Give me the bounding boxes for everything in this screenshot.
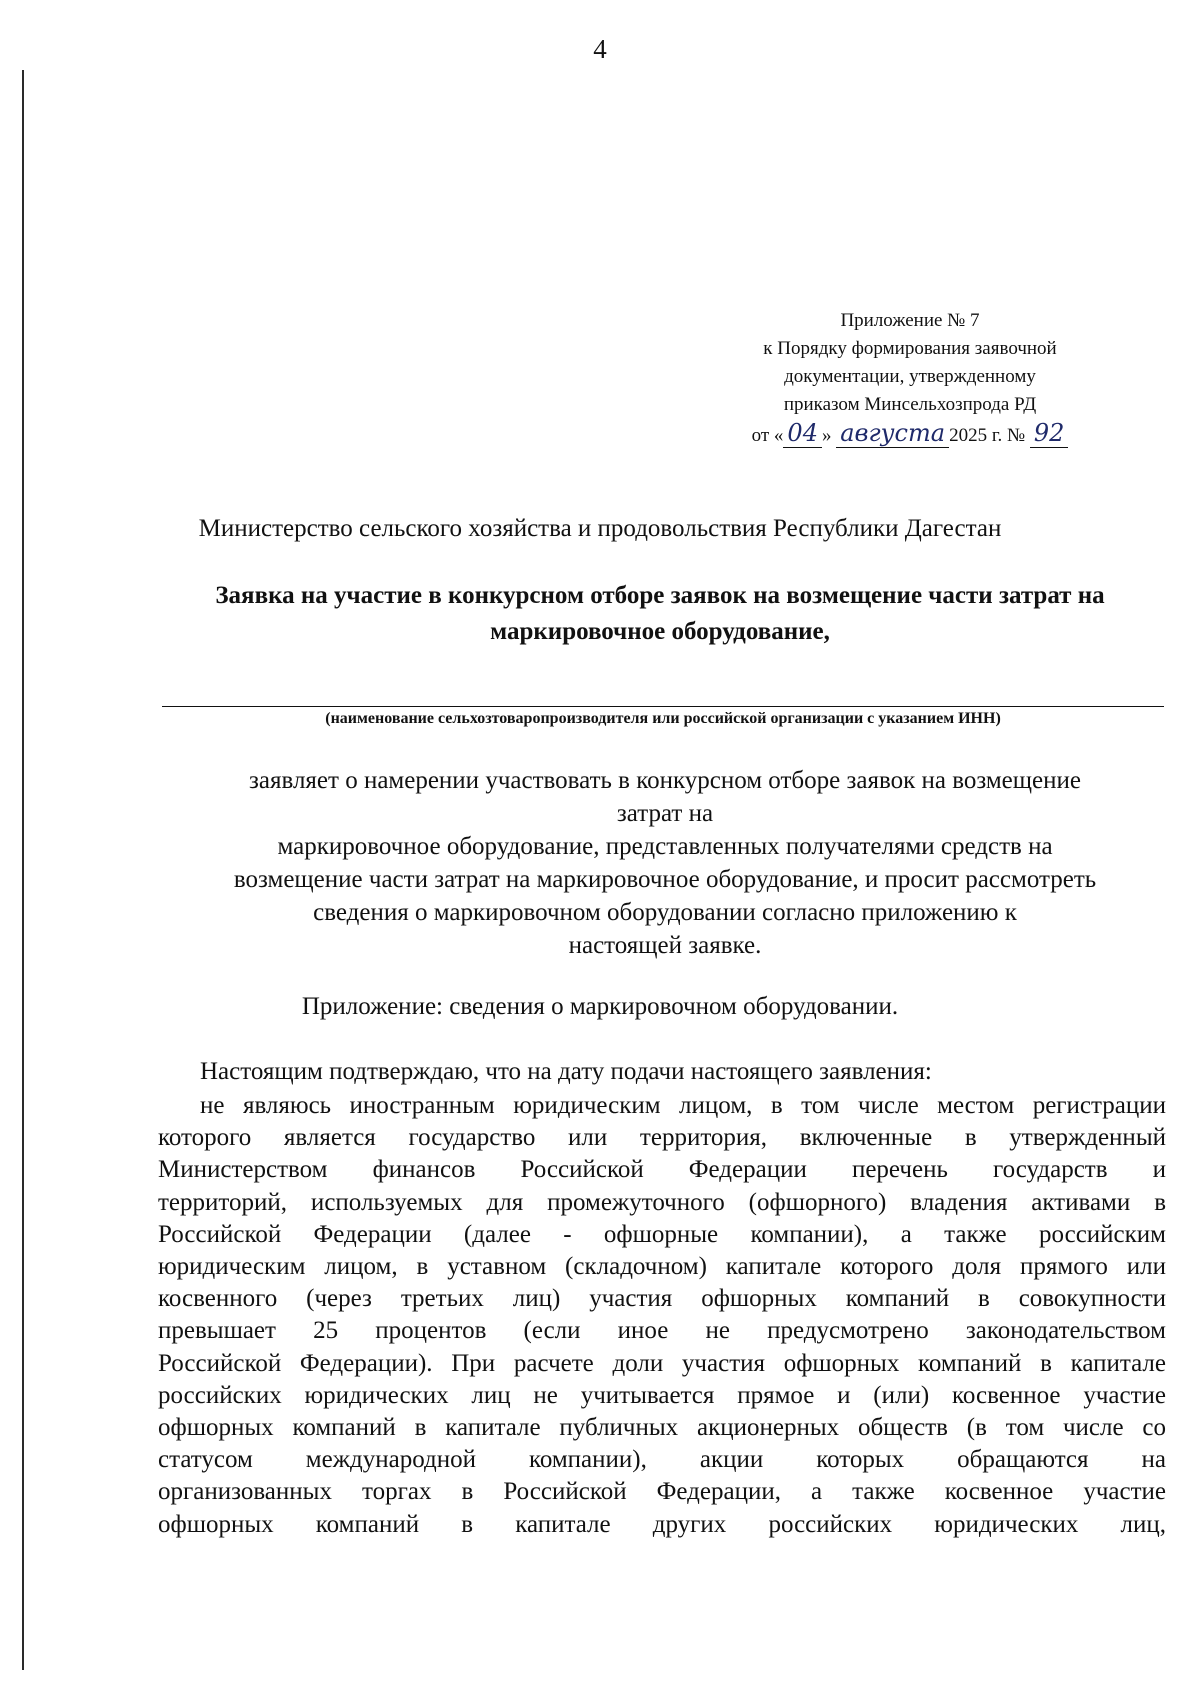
body-line: офшорных компаний в капитале публичных акционерных обществ (в том числе со (158, 1414, 1166, 1442)
body-line: российских юридических лиц не учитывается прямое и (или) косвенное участие (158, 1381, 1166, 1409)
declaration-line: затрат на (616, 800, 714, 827)
body-line: косвенного (через третьих лиц) участия офшорных компаний в совокупности (158, 1285, 1166, 1313)
body-line: юридическим лицом, в уставном (складочном) капитале которого доля прямого или (158, 1253, 1166, 1281)
appendix-title: Приложение № 7 (840, 310, 980, 331)
attachment-note: Приложение: сведения о маркировочном оборудовании. (301, 993, 899, 1020)
appendix-header (700, 307, 1120, 450)
declaration-line: сведения о маркировочном оборудовании согласно приложению к (313, 899, 1017, 926)
applicant-name-caption: (наименование сельхозтоваропроизводителя или российской организации с указанием ИНН) (325, 710, 1001, 727)
body-line: офшорных компаний в капитале других российских юридических лиц, (158, 1510, 1166, 1538)
body-line: Министерством финансов Российской Федерации перечень государств и (158, 1156, 1166, 1184)
appendix-line-4: приказом Минсельхозпрода РД (783, 394, 1037, 415)
appendix-line-2: к Порядку формирования заявочной (763, 338, 1057, 359)
body-line: статусом международной компании), акции которых обращаются на (158, 1446, 1166, 1474)
document-title (140, 578, 1180, 650)
day-suffix: » (821, 425, 832, 446)
confirmation-intro: Настоящим подтверждаю, что на дату подачи настоящего заявления: (200, 1058, 932, 1085)
declaration-line: маркировочное оборудование, представленных получателями средств на (277, 833, 1053, 860)
appendix-line-3: документации, утвержденному (784, 366, 1036, 387)
body-line: Российской Федерации (далее - офшорные компании), а также российским (158, 1220, 1166, 1248)
handwritten-day: 04 (783, 419, 822, 448)
body-line: превышает 25 процентов (если иное не предусмотрено законодательством (158, 1317, 1166, 1345)
body-line: не являюсь иностранным юридическим лицом, в том числе местом регистрации (200, 1092, 1166, 1119)
declaration-paragraph (150, 764, 1180, 962)
declaration-line: настоящей заявке. (568, 932, 762, 959)
date-prefix: от « (751, 425, 784, 446)
order-date-line (700, 419, 1120, 450)
ministry-name: Министерство сельского хозяйства и продовольствия Республики Дагестан (198, 515, 1002, 542)
handwritten-month: августа (836, 419, 949, 448)
confirmation-body (158, 1090, 1166, 1541)
declaration-line: заявляет о намерении участвовать в конкурсном отборе заявок на возмещение (249, 767, 1081, 794)
applicant-name-blank (162, 706, 1164, 707)
declaration-line: возмещение части затрат на маркировочное оборудование, и просит рассмотреть (233, 866, 1097, 893)
title-line-1: Заявка на участие в конкурсном отборе заявок на возмещение части затрат на (215, 582, 1105, 609)
handwritten-number: 92 (1030, 419, 1069, 448)
body-line: территорий, используемых для промежуточного (офшорного) владения активами в (158, 1188, 1166, 1216)
page-number: 4 (593, 34, 607, 64)
title-line-2: маркировочное оборудование, (490, 618, 830, 645)
body-line: которого является государство или территория, включенные в утвержденный (158, 1124, 1166, 1152)
page-edge-line (22, 70, 24, 1670)
body-line: организованных торгах в Российской Федерации, а также косвенное участие (158, 1478, 1166, 1506)
body-line: Российской Федерации). При расчете доли участия офшорных компаний в капитале (158, 1349, 1166, 1377)
year-text: 2025 г. № (949, 425, 1026, 446)
